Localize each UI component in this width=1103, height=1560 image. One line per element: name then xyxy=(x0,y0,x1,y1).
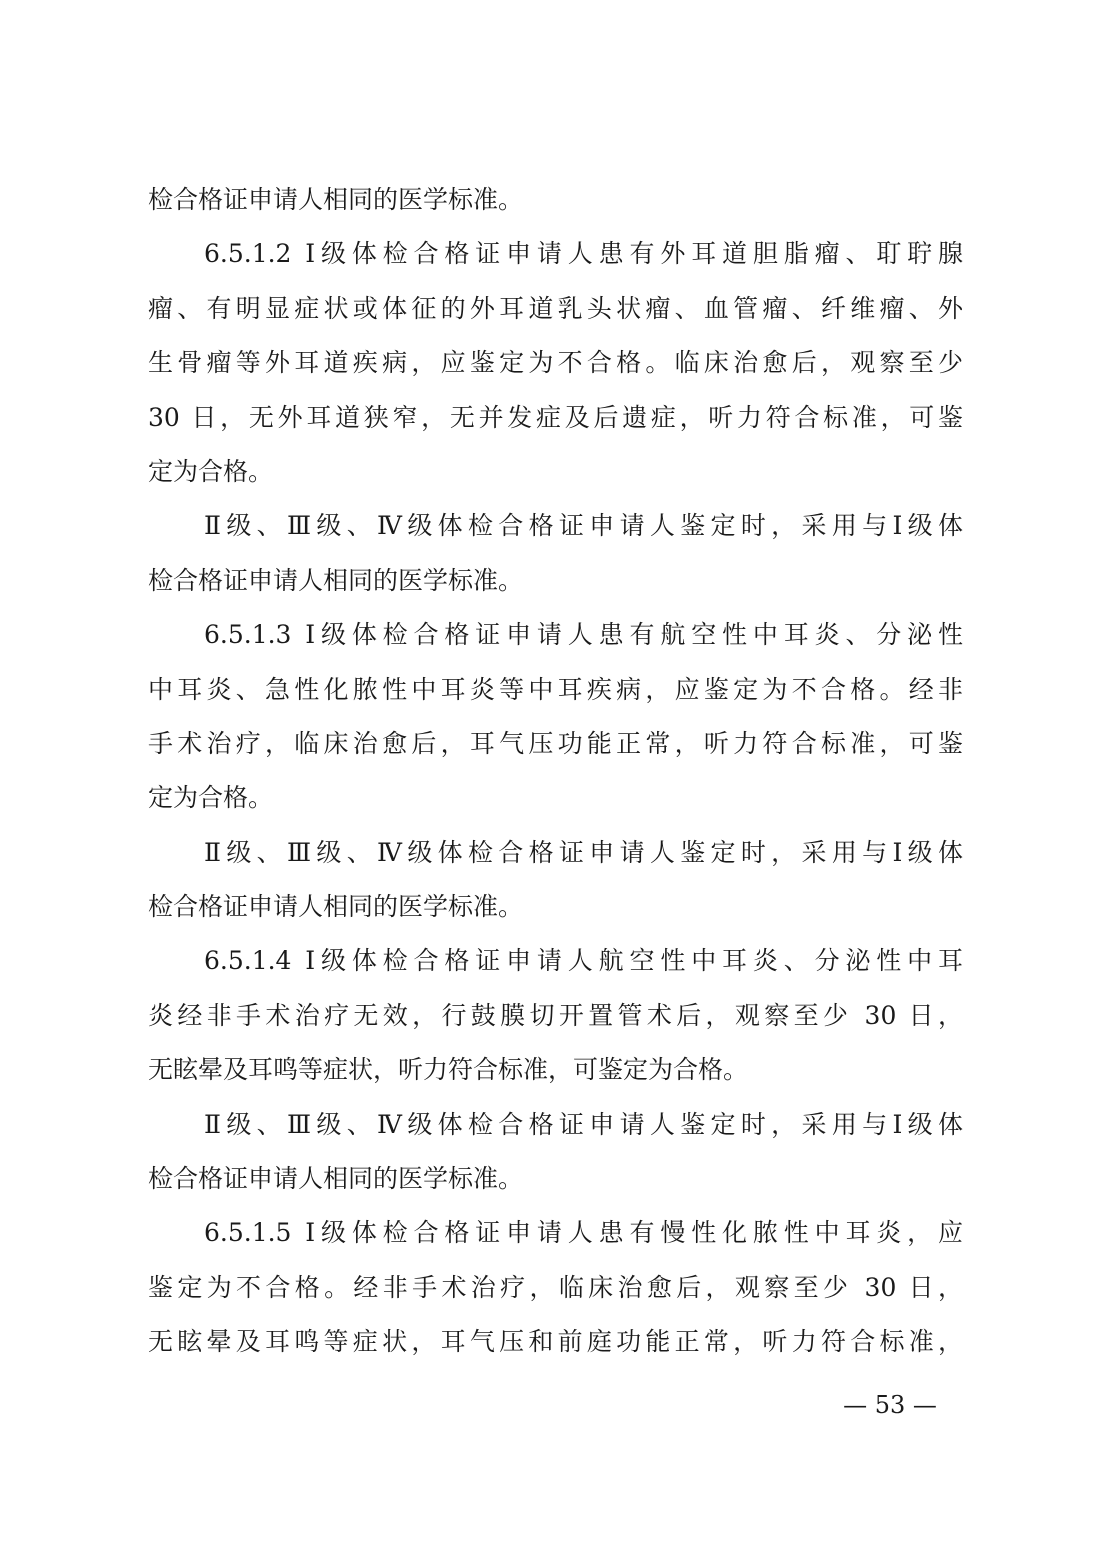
text-line: 6.5.1.3 Ⅰ级体检合格证申请人患有航空性中耳炎、分泌性 xyxy=(204,620,963,650)
text-line: 鉴定为不合格。经非手术治疗，临床治愈后，观察至少 30 日， xyxy=(148,1272,963,1302)
text-line: 手术治疗，临床治愈后，耳气压功能正常，听力符合标准，可鉴 xyxy=(148,728,963,758)
text-line: 检合格证申请人相同的医学标准。 xyxy=(148,185,524,214)
page-number: — 53 — xyxy=(843,1391,937,1419)
text-line: Ⅱ级、Ⅲ级、Ⅳ级体检合格证申请人鉴定时，采用与Ⅰ级体 xyxy=(204,1109,963,1139)
text-line: Ⅱ级、Ⅲ级、Ⅳ级体检合格证申请人鉴定时，采用与Ⅰ级体 xyxy=(204,511,963,541)
text-line: Ⅱ级、Ⅲ级、Ⅳ级体检合格证申请人鉴定时，采用与Ⅰ级体 xyxy=(204,837,963,867)
text-line: 中耳炎、急性化脓性中耳炎等中耳疾病，应鉴定为不合格。经非 xyxy=(148,674,963,704)
body-text xyxy=(148,173,963,1370)
text-line: 炎经非手术治疗无效，行鼓膜切开置管术后，观察至少 30 日， xyxy=(148,1000,963,1030)
text-line: 30 日，无外耳道狭窄，无并发症及后遗症，听力符合标准，可鉴 xyxy=(148,402,963,432)
text-line: 无眩晕及耳鸣等症状，听力符合标准，可鉴定为合格。 xyxy=(148,1055,749,1085)
text-line: 定为合格。 xyxy=(148,783,274,813)
text-line: 6.5.1.2 Ⅰ级体检合格证申请人患有外耳道胆脂瘤、耵聍腺 xyxy=(204,239,963,269)
text-line: 检合格证申请人相同的医学标准。 xyxy=(148,565,524,595)
text-line: 检合格证申请人相同的医学标准。 xyxy=(148,1164,524,1194)
text-line: 无眩晕及耳鸣等症状，耳气压和前庭功能正常，听力符合标准， xyxy=(148,1327,963,1357)
text-line: 瘤、有明显症状或体征的外耳道乳头状瘤、血管瘤、纤维瘤、外 xyxy=(148,293,963,323)
text-line: 定为合格。 xyxy=(148,456,274,486)
text-line: 生骨瘤等外耳道疾病，应鉴定为不合格。临床治愈后，观察至少 xyxy=(148,348,963,378)
text-line: 6.5.1.4 Ⅰ级体检合格证申请人航空性中耳炎、分泌性中耳 xyxy=(204,946,963,976)
text-line: 检合格证申请人相同的医学标准。 xyxy=(148,892,524,922)
text-line: 6.5.1.5 Ⅰ级体检合格证申请人患有慢性化脓性中耳炎，应 xyxy=(204,1218,963,1248)
